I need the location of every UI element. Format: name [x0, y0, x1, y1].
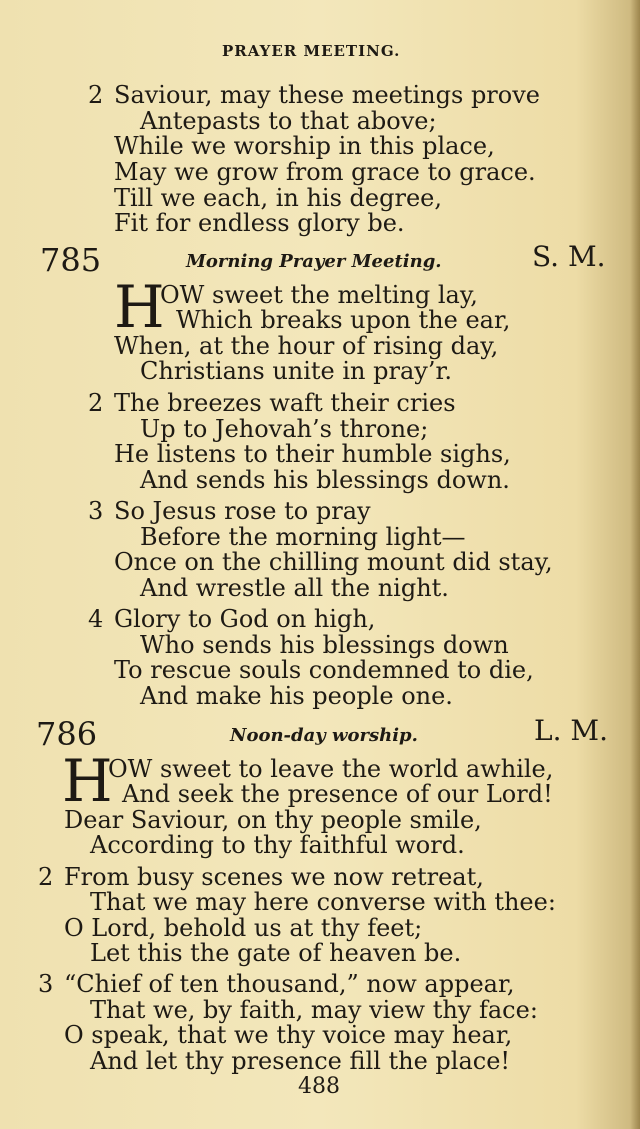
hymn-line: He listens to their humble sighs, [114, 440, 511, 468]
hymn-line: O Lord, behold us at thy feet; [64, 914, 423, 942]
hymn-meter: L. M. [534, 714, 608, 747]
hymn-line: To rescue souls condemned to die, [114, 656, 534, 684]
hymn-line: And seek the presence of our Lord! [122, 780, 553, 808]
hymn-line: OW sweet to leave the world awhile, [108, 755, 554, 783]
hymn-line: May we grow from grace to grace. [114, 158, 536, 186]
verse-number: 2 [88, 389, 104, 417]
hymn-line: So Jesus rose to pray [114, 497, 371, 525]
hymn-line: And sends his blessings down. [140, 466, 510, 494]
hymn-line: “Chief of ten thousand,” now appear, [64, 970, 515, 998]
drop-cap: H [62, 747, 113, 815]
hymn-line: Antepasts to that above; [140, 107, 437, 135]
hymn-line: Who sends his blessings down [140, 631, 509, 659]
hymn-number: 785 [40, 241, 102, 279]
hymn-line: Glory to God on high, [114, 605, 376, 633]
drop-cap: H [114, 273, 165, 341]
hymn-line: That we may here converse with thee: [90, 888, 556, 916]
verse-number: 3 [88, 497, 104, 525]
hymn-title: Morning Prayer Meeting. [186, 251, 442, 272]
hymn-line: Up to Jehovah’s throne; [140, 415, 429, 443]
hymn-line: Saviour, may these meetings prove [114, 81, 540, 109]
hymn-line: When, at the hour of rising day, [114, 332, 499, 360]
hymn-line: Which breaks upon the ear, [176, 306, 511, 334]
verse-number: 3 [38, 970, 54, 998]
hymn-line: And let thy presence fill the place! [90, 1047, 511, 1075]
hymn-line: According to thy faithful word. [90, 831, 465, 859]
hymn-line: That we, by faith, may view thy face: [90, 996, 538, 1024]
hymn-line: Let this the gate of heaven be. [90, 939, 462, 967]
hymn-line: And make his people one. [140, 682, 453, 710]
verse-number: 2 [88, 81, 104, 109]
hymn-title: Noon-day worship. [230, 725, 418, 746]
running-header: PRAYER MEETING. [222, 42, 401, 60]
hymn-line: From busy scenes we now retreat, [64, 863, 484, 891]
hymn-line: OW sweet the melting lay, [160, 281, 478, 309]
hymn-number: 786 [36, 715, 98, 753]
hymn-line: Once on the chilling mount did stay, [114, 548, 553, 576]
hymn-meter: S. M. [532, 240, 606, 273]
page-edge-shadow [630, 0, 640, 1129]
hymn-line: O speak, that we thy voice may hear, [64, 1021, 513, 1049]
verse-number: 2 [38, 863, 54, 891]
hymn-line: While we worship in this place, [114, 132, 495, 160]
verse-number: 4 [88, 605, 104, 633]
hymn-line: Till we each, in his degree, [114, 184, 442, 212]
hymn-line: Before the morning light— [140, 523, 466, 551]
hymn-line: Dear Saviour, on thy people smile, [64, 806, 482, 834]
hymn-line: Fit for endless glory be. [114, 209, 405, 237]
hymn-line: And wrestle all the night. [140, 574, 449, 602]
page-number: 488 [298, 1074, 340, 1099]
hymn-line: The breezes waft their cries [114, 389, 456, 417]
hymn-line: Christians unite in pray’r. [140, 357, 452, 385]
